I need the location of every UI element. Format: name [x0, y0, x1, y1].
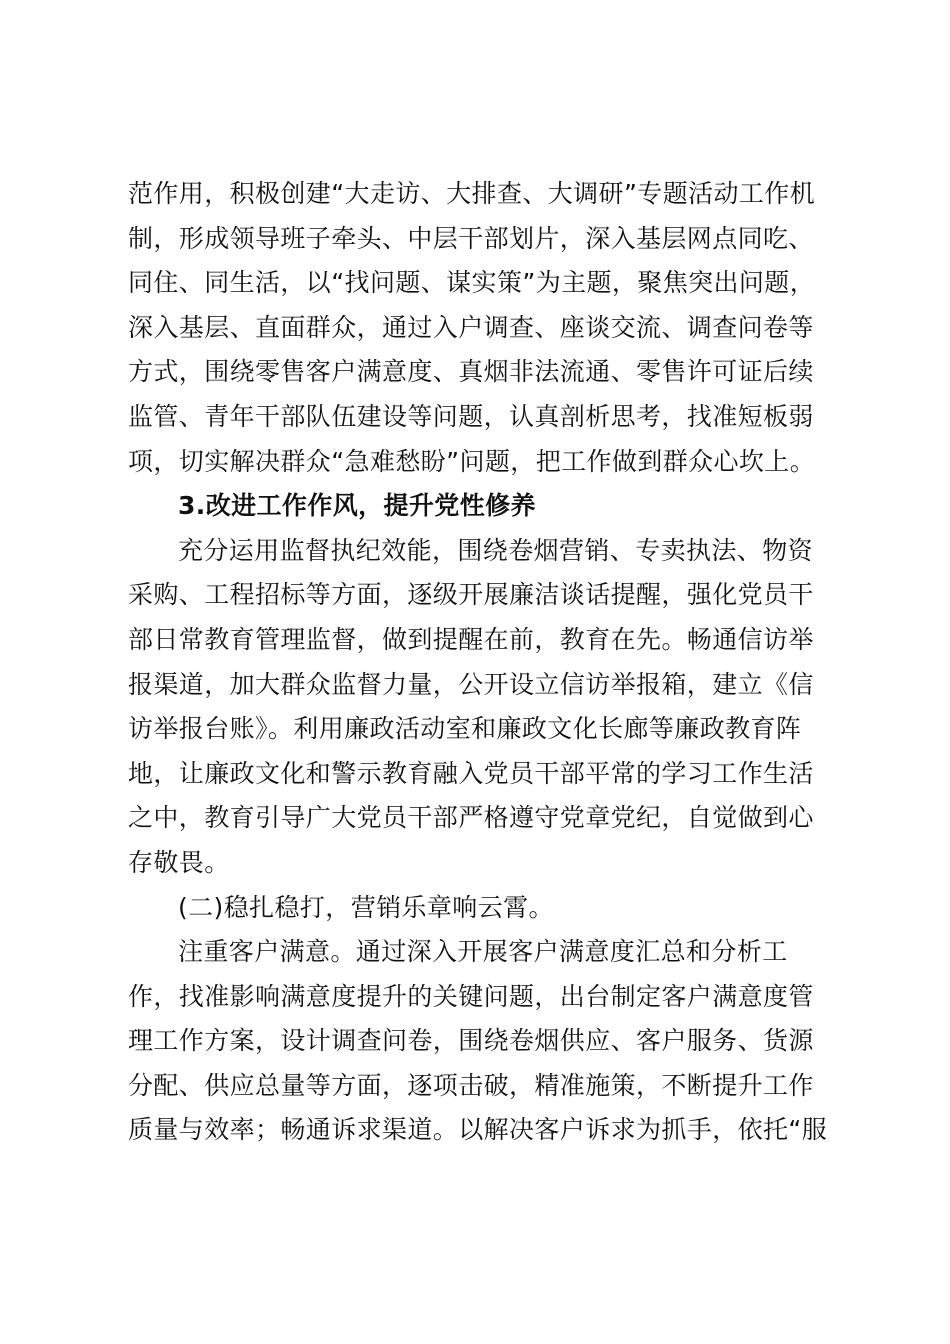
text-line: 项，切实解决群众“急难愁盼”问题，把工作做到群众心坎上。 — [128, 446, 816, 476]
text-line: 方式，围绕零售客户满意度、真烟非法流通、零售许可证后续 — [128, 357, 814, 387]
text-line: 质量与效率；畅通诉求渠道。以解决客户诉求为抓手，依托“服 — [128, 1115, 828, 1145]
text-line: 理工作方案，设计调查问卷，围绕卷烟供应、客户服务、货源 — [128, 1026, 814, 1056]
subsection-heading — [128, 886, 828, 931]
document-body — [128, 172, 828, 1153]
paragraph-customer-satisfaction — [128, 930, 828, 1153]
text-line: 制，形成领导班子牵头、中层干部划片，深入基层网点同吃、 — [128, 223, 814, 253]
subheading-text: (二)稳扎稳打，营销乐章响云霄。 — [178, 892, 554, 922]
paragraph-supervision — [128, 529, 828, 886]
text-line: 注重客户满意。通过深入开展客户满意度汇总和分析工 — [178, 937, 788, 967]
paragraph-continuation — [128, 172, 828, 484]
section-heading — [128, 484, 828, 529]
text-line: 之中，教育引导广大党员干部严格遵守党章党纪，自觉做到心 — [128, 803, 814, 833]
text-line: 访举报台账》。利用廉政活动室和廉政文化长廊等廉政教育阵 — [128, 714, 802, 744]
text-line: 分配、供应总量等方面，逐项击破，精准施策，不断提升工作 — [128, 1070, 814, 1100]
text-line: 地，让廉政文化和警示教育融入党员干部平常的学习工作生活 — [128, 758, 814, 788]
text-line: 同住、同生活，以“找问题、谋实策”为主题，聚焦突出问题， — [128, 268, 816, 298]
heading-text: 3.改进工作作风，提升党性修养 — [178, 491, 536, 521]
text-line: 部日常教育管理监督，做到提醒在前，教育在先。畅通信访举 — [128, 624, 814, 654]
text-line: 充分运用监督执纪效能，围绕卷烟营销、专卖执法、物资 — [178, 535, 814, 565]
text-line: 监管、青年干部队伍建设等问题，认真剖析思考，找准短板弱 — [128, 401, 814, 431]
text-line: 报渠道，加大群众监督力量，公开设立信访举报箱，建立《信 — [128, 669, 814, 699]
text-line: 范作用，积极创建“大走访、大排查、大调研”专题活动工作机 — [128, 179, 816, 208]
text-line: 作，找准影响满意度提升的关键问题，出台制定客户满意度管 — [128, 981, 814, 1011]
text-line: 存敬畏。 — [128, 847, 230, 877]
text-line: 采购、工程招标等方面，逐级开展廉洁谈话提醒，强化党员干 — [128, 580, 814, 610]
text-line: 深入基层、直面群众，通过入户调查、座谈交流、调查问卷等 — [128, 312, 814, 342]
